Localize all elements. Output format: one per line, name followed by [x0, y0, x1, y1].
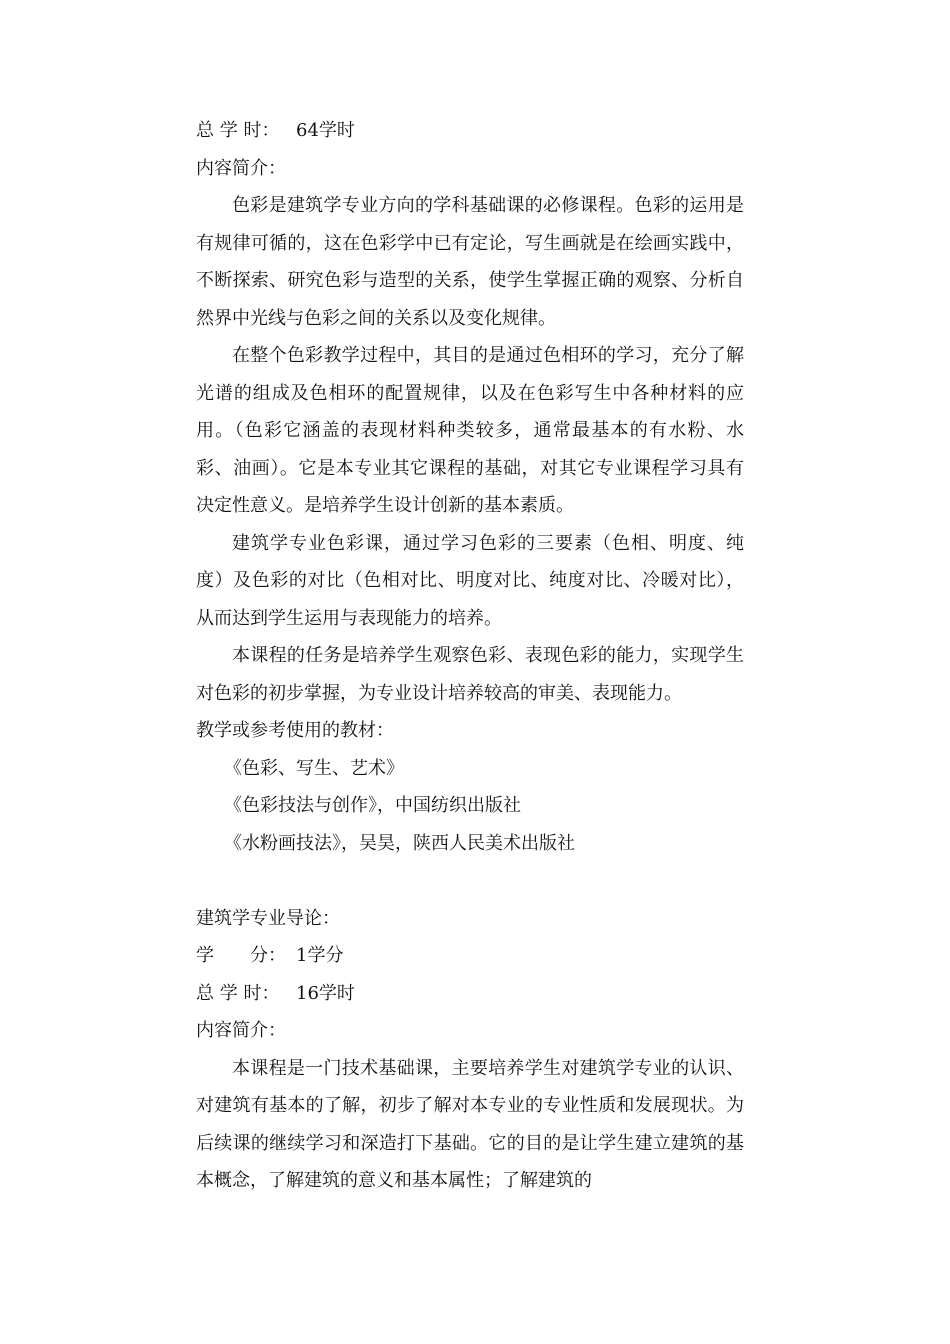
course2-intro-label: 内容简介： — [196, 1020, 286, 1041]
credit-label: 学 分： — [196, 945, 286, 966]
course2-title: 建筑学专业导论： — [196, 907, 340, 929]
hours-value: 64学时 — [296, 120, 355, 141]
credit-value: 1学分 — [296, 945, 344, 966]
course1-paragraph-1: 色彩是建筑学专业方向的学科基础课的必修课程。色彩的运用是有规律可循的，这在色彩学中已有定论，写生画就是在绘画实践中，不断探索、研究色彩与造型的关系，使学生掌握正确的观察、分析自然界中光线与色彩之间的关系以及变化规律。 — [196, 195, 744, 329]
section-spacer — [196, 862, 744, 900]
course1-paragraph-2: 在整个色彩教学过程中，其目的是通过色相环的学习，充分了解光谱的组成及色相环的配置规律，以及在色彩写生中各种材料的应用。（色彩它涵盖的表现材料种类较多，通常最基本的有水粉、水彩、油画）。它是本专业其它课程的基础，对其它专业课程学习具有决定性意义。是培养学生设计创新的基本素质。 — [196, 345, 744, 516]
textbook-item: 《色彩、写生、艺术》 — [224, 757, 404, 779]
course2-credit-row — [196, 937, 744, 975]
hours-label: 总 学 时： — [196, 982, 280, 1004]
course1-textbook-label: 教学或参考使用的教材： — [196, 720, 394, 741]
hours-value: 16学时 — [296, 982, 355, 1004]
course1-paragraph-3: 建筑学专业色彩课，通过学习色彩的三要素（色相、明度、纯度）及色彩的对比（色相对比、明度对比、纯度对比、冷暖对比），从而达到学生运用与表现能力的培养。 — [196, 532, 744, 629]
document-page — [196, 112, 744, 1200]
course1-paragraph-4: 本课程的任务是培养学生观察色彩、表现色彩的能力，实现学生对色彩的初步掌握，为专业设计培养较高的审美、表现能力。 — [196, 645, 744, 704]
course2-hours-row — [196, 975, 744, 1013]
textbook-item: 《色彩技法与创作》，中国纺织出版社 — [224, 795, 521, 816]
course2-paragraph-1: 本课程是一门技术基础课，主要培养学生对建筑学专业的认识、对建筑有基本的了解，初步了解对本专业的专业性质和发展现状。为后续课的继续学习和深造打下基础。它的目的是让学生建立建筑的基本概念，了解建筑的意义和基本属性；了解建筑的 — [196, 1057, 744, 1191]
course1-hours-row — [196, 112, 744, 150]
textbook-item: 《水粉画技法》，吴昊，陕西人民美术出版社 — [224, 832, 575, 854]
course1-intro-label: 内容简介： — [196, 157, 286, 179]
hours-label: 总 学 时： — [196, 120, 280, 141]
